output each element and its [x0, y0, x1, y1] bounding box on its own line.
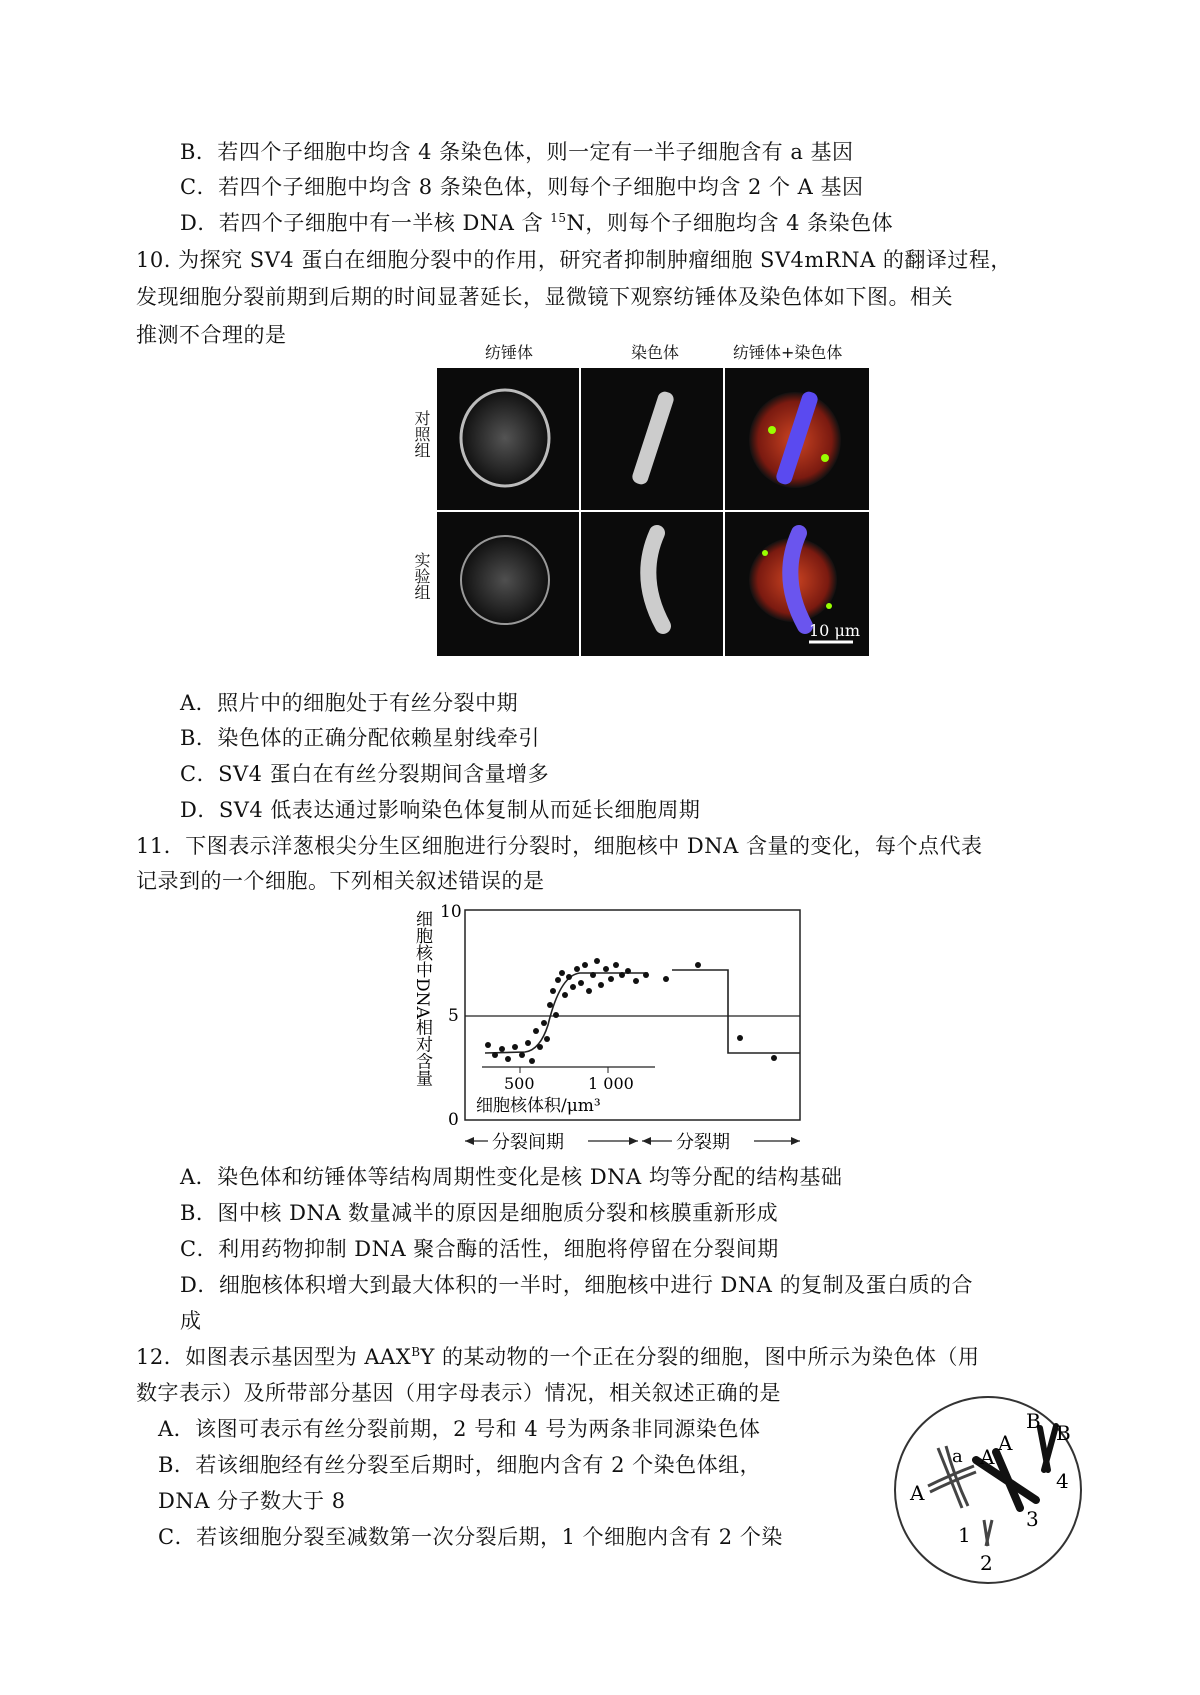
q11-option-c: C．利用药物抑制 DNA 聚合酶的活性，细胞将停留在分裂间期: [180, 1237, 779, 1261]
q9-option-d: D．若四个子细胞中有一半核 DNA 含 $^{15}$N，则每个子细胞均含 4 条染色体: [180, 211, 894, 235]
gene-label-B-1: B: [1026, 1409, 1041, 1433]
cell-chromosome-diagram: [888, 1390, 1088, 1590]
micrograph-panels: [437, 368, 869, 656]
q10-option-c: C．SV4 蛋白在有丝分裂期间含量增多: [180, 762, 550, 786]
data-points: [485, 958, 777, 1064]
inset-tick-1000: 1 000: [588, 1074, 634, 1093]
q12-option-a: A．该图可表示有丝分裂前期，2 号和 4 号为两条非同源染色体: [158, 1417, 761, 1441]
q11-option-a: A．染色体和纺锤体等结构周期性变化是核 DNA 均等分配的结构基础: [180, 1165, 843, 1189]
y-tick-10: 10: [440, 902, 462, 922]
q11-option-d-line1: D．细胞核体积增大到最大体积的一半时，细胞核中进行 DNA 的复制及蛋白质的合: [180, 1273, 974, 1297]
row-label-experiment: 实验组: [412, 552, 431, 600]
q12-option-b-line1: B．若该细胞经有丝分裂至后期时，细胞内含有 2 个染色体组，: [158, 1453, 762, 1477]
q12-option-c: C．若该细胞分裂至减数第一次分裂后期，1 个细胞内含有 2 个染: [158, 1525, 783, 1549]
micrograph-figure: [412, 340, 869, 656]
q12-option-b-line2: DNA 分子数大于 8: [158, 1489, 346, 1513]
row-label-control: 对照组: [412, 410, 431, 458]
q10-stem-line1: 10. 为探究 SV4 蛋白在细胞分裂中的作用，研究者抑制肿瘤细胞 SV4mRNA 的翻译过程，: [136, 248, 1012, 272]
chromosome-number-4: 4: [1056, 1469, 1069, 1493]
inset-tick-500: 500: [504, 1074, 535, 1093]
chromosome-number-1: 1: [958, 1523, 971, 1547]
q11-stem-line1: 11．下图表示洋葱根尖分生区细胞进行分裂时，细胞核中 DNA 含量的变化，每个点代表: [136, 834, 983, 858]
q9-option-b: B．若四个子细胞中均含 4 条染色体，则一定有一半子细胞含有 a 基因: [180, 140, 854, 164]
q12-stem-line1: 12．如图表示基因型为 $AAX^BY$ 的某动物的一个正在分裂的细胞，图中所示为染色体（用: [136, 1345, 980, 1369]
dna-content-graph: [410, 895, 810, 1155]
col-header-spindle: 纺锤体: [485, 343, 534, 362]
col-header-chromosome: 染色体: [631, 343, 680, 362]
q10-stem-line2: 发现细胞分裂前期到后期的时间显著延长，显微镜下观察纺锤体及染色体如下图。相关: [136, 285, 953, 309]
q11-stem-line2: 记录到的一个细胞。下列相关叙述错误的是: [136, 869, 545, 893]
chromosome-number-3: 3: [1026, 1507, 1039, 1531]
chromosome-4: [1040, 1426, 1056, 1470]
col-header-merged: 纺锤体+染色体: [733, 343, 843, 362]
y-tick-0: 0: [448, 1110, 459, 1130]
chromosome-2: [984, 1520, 992, 1546]
q10-option-d: D．SV4 低表达通过影响染色体复制从而延长细胞周期: [180, 798, 701, 822]
gene-label-A-2: A: [980, 1445, 995, 1469]
phase-interphase-label: 分裂间期: [492, 1132, 564, 1153]
gene-label-a: a: [952, 1446, 963, 1467]
inset-x-label: 细胞核体积/μm³: [476, 1096, 601, 1116]
q11-option-b: B．图中核 DNA 数量减半的原因是细胞质分裂和核膜重新形成: [180, 1201, 779, 1225]
gene-label-B-2: B: [1056, 1421, 1071, 1445]
phase-mitosis-label: 分裂期: [676, 1132, 730, 1153]
gene-label-A-1: A: [910, 1481, 925, 1505]
y-tick-5: 5: [448, 1006, 459, 1026]
chromosome-number-2: 2: [980, 1551, 993, 1575]
y-axis-label: 细胞核中DNA相对含量: [412, 910, 432, 1087]
gene-label-A-3: A: [998, 1431, 1013, 1455]
q9-option-c: C．若四个子细胞中均含 8 条染色体，则每个子细胞中均含 2 个 A 基因: [180, 175, 864, 199]
q11-option-d-line2: 成: [180, 1309, 202, 1333]
scale-bar-label: 10 μm: [809, 621, 861, 640]
q10-option-b: B．染色体的正确分配依赖星射线牵引: [180, 726, 540, 750]
q10-option-a: A．照片中的细胞处于有丝分裂中期: [180, 691, 519, 715]
q12-stem-line2: 数字表示）及所带部分基因（用字母表示）情况，相关叙述正确的是: [136, 1381, 781, 1405]
q10-stem-line3: 推测不合理的是: [136, 323, 287, 347]
